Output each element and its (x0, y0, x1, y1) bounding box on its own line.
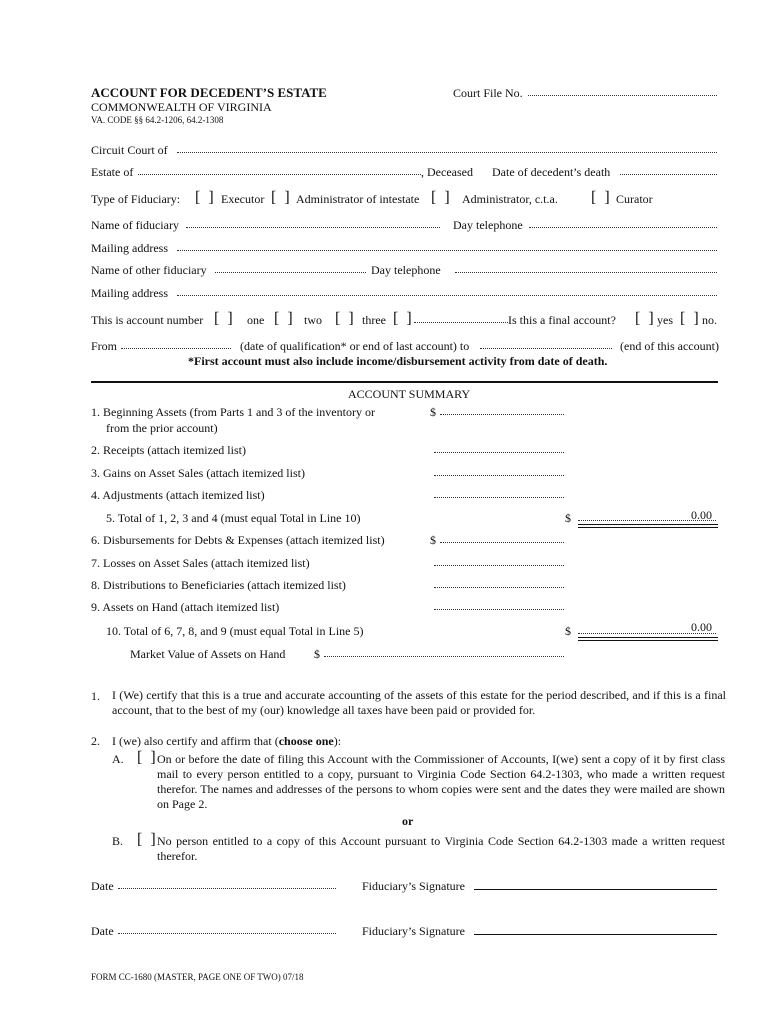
checkbox-open: [ (635, 310, 641, 327)
losses-input[interactable] (434, 565, 564, 566)
admin-intestate-label: Administrator of intestate (296, 192, 420, 206)
account-two-checkbox[interactable] (274, 311, 293, 327)
mailing-address-2-label: Mailing address (91, 286, 168, 300)
date-qualification-label: (date of qualification* or end of last account) to (240, 339, 470, 353)
summary-line-9: 9. Assets on Hand (attach itemized list) (91, 600, 280, 614)
curator-label: Curator (616, 192, 653, 206)
distributions-input[interactable] (434, 587, 564, 588)
date-input[interactable] (118, 888, 336, 889)
other-fiduciary-input[interactable] (215, 272, 366, 273)
summary-line-1-cont: from the prior account) (106, 421, 218, 435)
fiduciary-name-label: Name of fiduciary (91, 218, 179, 232)
checkbox-close: ] (227, 310, 233, 327)
estate-of-label: Estate of (91, 165, 134, 179)
to-date-input[interactable] (480, 348, 612, 349)
day-telephone-label: Day telephone (453, 218, 523, 232)
dollar-sign: $ (430, 405, 436, 419)
dollar-sign: $ (565, 624, 571, 638)
executor-checkbox[interactable] (195, 190, 214, 206)
checkbox-open: [ (680, 310, 686, 327)
checkbox-open: [ (335, 310, 341, 327)
certify-2-text (112, 735, 341, 747)
circuit-court-label: Circuit Court of (91, 143, 168, 157)
summary-line-6: 6. Disbursements for Debts & Expenses (attach itemized list) (91, 533, 385, 547)
mailing-address-label: Mailing address (91, 241, 168, 255)
fiduciary-type-label: Type of Fiduciary: (91, 192, 181, 206)
option-b-label: B. (112, 834, 124, 848)
account-number-label: This is account number (91, 313, 204, 327)
date-label: Date (91, 879, 114, 893)
checkbox-open: [ (195, 189, 201, 206)
total-underline (578, 527, 718, 528)
section-divider (91, 381, 718, 383)
checkbox-open: [ (214, 310, 220, 327)
summary-line-8: 8. Distributions to Beneficiaries (attach itemized list) (91, 578, 346, 592)
option-a-text: On or before the date of filing this Account with the Commissioner of Accounts, I(we) sent a copy of it by first class mail to every person entitled to a copy, pursuant to Virginia Code Section 64.2-1303, who made a written request therefor. The names and addresses of the persons to whom copies were sent and the dates they were mailed are shown on Page 2. (157, 752, 725, 811)
total-line-10-value: 0.00 (691, 620, 712, 634)
checkbox-open: [ (591, 189, 597, 206)
from-date-input[interactable] (121, 348, 231, 349)
checkbox-close: ] (284, 189, 290, 206)
final-yes-label: yes (657, 313, 673, 327)
summary-line-5: 5. Total of 1, 2, 3 and 4 (must equal Total in Line 10) (106, 511, 361, 525)
summary-line-2: 2. Receipts (attach itemized list) (91, 443, 246, 457)
admin-intestate-checkbox[interactable] (271, 190, 290, 206)
option-b-text: No person entitled to a copy of this Account pursuant to Virginia Code Section 64.2-1303 made a written request therefor. (157, 834, 725, 863)
court-file-label: Court File No. (453, 86, 523, 100)
beginning-assets-input[interactable] (440, 414, 564, 415)
court-file-input[interactable] (528, 95, 717, 96)
account-one-checkbox[interactable] (214, 311, 233, 327)
date-of-death-input[interactable] (620, 174, 717, 175)
market-value-label: Market Value of Assets on Hand (130, 647, 286, 661)
from-label: From (91, 339, 118, 353)
option-a-label: A. (112, 752, 124, 766)
form-subtitle: COMMONWEALTH OF VIRGINIA (91, 100, 272, 114)
checkbox-open: [ (137, 831, 143, 848)
account-other-input[interactable] (414, 322, 508, 323)
dollar-sign: $ (565, 511, 571, 525)
option-a-checkbox[interactable] (137, 750, 156, 766)
summary-line-4: 4. Adjustments (attach itemized list) (91, 488, 265, 502)
end-of-account-label: (end of this account) (620, 339, 719, 353)
certify-1-number: 1. (91, 689, 100, 703)
date-of-death-label: Date of decedent’s death (492, 165, 611, 179)
certify-2-number: 2. (91, 734, 100, 748)
final-account-question: Is this a final account? (508, 313, 616, 327)
account-other-checkbox[interactable] (393, 311, 412, 327)
summary-line-7: 7. Losses on Asset Sales (attach itemized list) (91, 556, 310, 570)
total-underline (578, 640, 718, 641)
market-value-input[interactable] (324, 656, 564, 657)
receipts-input[interactable] (434, 452, 564, 453)
day-telephone-2-label: Day telephone (371, 263, 441, 277)
total-line-5-input[interactable] (578, 520, 716, 521)
executor-label: Executor (221, 192, 265, 206)
dollar-sign: $ (314, 647, 320, 661)
estate-of-input[interactable] (138, 174, 421, 175)
checkbox-open: [ (274, 310, 280, 327)
mailing-address-2-input[interactable] (177, 295, 717, 296)
summary-line-1: 1. Beginning Assets (from Parts 1 and 3 of the inventory or (91, 405, 375, 419)
code-reference: VA. CODE §§ 64.2-1206, 64.2-1308 (91, 115, 224, 125)
total-underline (578, 524, 718, 525)
gains-input[interactable] (434, 475, 564, 476)
date-2-input[interactable] (118, 933, 336, 934)
choose-one: choose one (278, 734, 334, 748)
checkbox-close: ] (208, 189, 214, 206)
day-telephone-2-input[interactable] (455, 272, 717, 273)
checkbox-open: [ (137, 749, 143, 766)
checkbox-open: [ (393, 310, 399, 327)
dollar-sign: $ (430, 533, 436, 547)
checkbox-close: ] (444, 189, 450, 206)
account-two-label: two (304, 313, 322, 327)
option-b-checkbox[interactable] (137, 832, 156, 848)
checkbox-close: ] (693, 310, 699, 327)
other-fiduciary-label: Name of other fiduciary (91, 263, 207, 277)
or-separator: or (402, 814, 414, 828)
form-id: FORM CC-1680 (MASTER, PAGE ONE OF TWO) 07/18 (91, 972, 304, 982)
certify-2-pre: I (we) also certify and affirm that ( (112, 734, 279, 748)
total-line-10-input[interactable] (578, 633, 716, 634)
checkbox-close: ] (648, 310, 654, 327)
admin-cta-checkbox[interactable] (431, 190, 450, 206)
first-account-note: *First account must also include income/disbursement activity from date of death. (188, 354, 608, 368)
fiduciary-signature-label: Fiduciary’s Signature (362, 879, 465, 893)
fiduciary-signature-2-label: Fiduciary’s Signature (362, 924, 465, 938)
checkbox-open: [ (271, 189, 277, 206)
checkbox-close: ] (287, 310, 293, 327)
checkbox-close: ] (150, 749, 156, 766)
form-title: ACCOUNT FOR DECEDENT’S ESTATE (91, 85, 327, 100)
deceased-label: , Deceased (421, 165, 473, 179)
account-one-label: one (247, 313, 265, 327)
curator-checkbox[interactable] (591, 190, 610, 206)
certify-2-post: ): (333, 734, 342, 748)
final-no-label: no. (702, 313, 717, 327)
disbursements-input[interactable] (440, 542, 564, 543)
checkbox-close: ] (406, 310, 412, 327)
checkbox-close: ] (348, 310, 354, 327)
account-three-label: three (362, 313, 386, 327)
date-2-label: Date (91, 924, 114, 938)
final-yes-checkbox[interactable] (635, 311, 654, 327)
total-line-5-value: 0.00 (691, 508, 712, 522)
account-summary-heading: ACCOUNT SUMMARY (348, 387, 471, 401)
checkbox-close: ] (604, 189, 610, 206)
summary-line-10: 10. Total of 6, 7, 8, and 9 (must equal Total in Line 5) (106, 624, 364, 638)
checkbox-open: [ (431, 189, 437, 206)
assets-on-hand-input[interactable] (434, 609, 564, 610)
final-no-checkbox[interactable] (680, 311, 699, 327)
fiduciary-signature-input[interactable] (474, 889, 717, 890)
circuit-court-input[interactable] (177, 152, 717, 153)
summary-line-3: 3. Gains on Asset Sales (attach itemized list) (91, 466, 305, 480)
checkbox-close: ] (150, 831, 156, 848)
day-telephone-input[interactable] (529, 227, 717, 228)
adjustments-input[interactable] (434, 497, 564, 498)
fiduciary-signature-2-input[interactable] (474, 934, 717, 935)
mailing-address-input[interactable] (177, 250, 717, 251)
admin-cta-label: Administrator, c.t.a. (462, 192, 558, 206)
fiduciary-name-input[interactable] (186, 227, 440, 228)
certify-1-text: I (We) certify that this is a true and accurate accounting of the assets of this estate for the period described, and if this is a final account, that to the best of my (our) knowledge all taxes have been paid or provided for. (112, 688, 726, 717)
total-underline (578, 637, 718, 638)
account-three-checkbox[interactable] (335, 311, 354, 327)
